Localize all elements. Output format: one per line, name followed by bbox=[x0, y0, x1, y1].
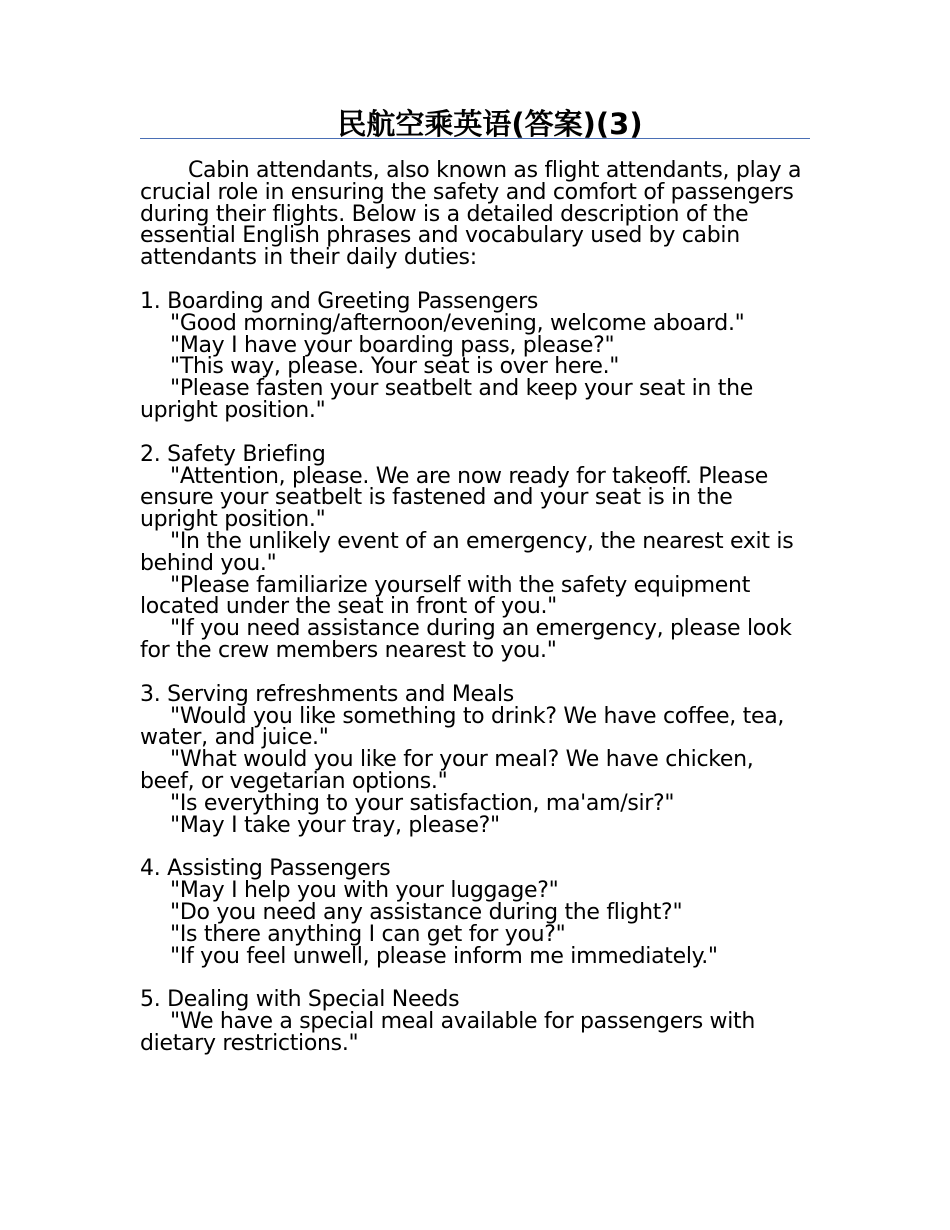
section-safety-briefing bbox=[140, 441, 812, 663]
phrase-line: "If you feel unwell, please inform me immediately." bbox=[170, 943, 718, 969]
section-refreshments bbox=[140, 681, 812, 838]
section-heading: 4. Assisting Passengers bbox=[140, 856, 391, 882]
phrase-line: "May I help you with your luggage?" bbox=[170, 878, 559, 904]
intro-paragraph: Cabin attendants, also known as flight attendants, play a crucial role in ensuring the safety and comfort of passengers during their flights. Below is a detailed description of the essential English phrases and vocabulary used by cabin attendants in their daily duties: bbox=[140, 158, 802, 271]
document-body bbox=[140, 160, 812, 1055]
phrase-line: "Is everything to your satisfaction, ma'am/sir?" bbox=[170, 790, 675, 816]
phrase-line: "Good morning/afternoon/evening, welcome aboard." bbox=[170, 310, 745, 336]
phrase-line: "Attention, please. We are now ready for takeoff. Please ensure your seatbelt is fastened and your seat is in the upright position." bbox=[140, 463, 768, 533]
phrase-line: "Is there anything I can get for you?" bbox=[170, 921, 566, 947]
section-heading: 1. Boarding and Greeting Passengers bbox=[140, 288, 539, 314]
section-heading: 5. Dealing with Special Needs bbox=[140, 987, 460, 1013]
section-special-needs bbox=[140, 989, 812, 1054]
phrase-line: "We have a special meal available for passengers with dietary restrictions." bbox=[140, 1009, 756, 1056]
phrase-line: "Would you like something to drink? We have coffee, tea, water, and juice." bbox=[140, 703, 785, 751]
document-title: 民航空乘英语(答案)(3) bbox=[337, 107, 643, 141]
phrase-line: "This way, please. Your seat is over here." bbox=[170, 354, 620, 380]
phrase-line: "In the unlikely event of an emergency, the nearest exit is behind you." bbox=[140, 528, 794, 576]
phrase-line: "Please familiarize yourself with the safety equipment located under the seat in front of you." bbox=[140, 572, 751, 620]
title-underline bbox=[140, 138, 810, 139]
phrase-line: "What would you like for your meal? We have chicken, beef, or vegetarian options." bbox=[140, 747, 754, 794]
phrase-line: "May I have your boarding pass, please?" bbox=[170, 332, 615, 358]
section-heading: 3. Serving refreshments and Meals bbox=[140, 681, 514, 707]
phrase-line: "If you need assistance during an emergency, please look for the crew members nearest to you." bbox=[140, 616, 792, 663]
section-assisting bbox=[140, 858, 812, 967]
phrase-line: "Please fasten your seatbelt and keep your seat in the upright position." bbox=[140, 376, 753, 423]
section-boarding bbox=[140, 288, 812, 423]
phrase-line: "May I take your tray, please?" bbox=[170, 812, 500, 838]
phrase-line: "Do you need any assistance during the flight?" bbox=[170, 899, 683, 925]
section-heading: 2. Safety Briefing bbox=[140, 441, 326, 467]
